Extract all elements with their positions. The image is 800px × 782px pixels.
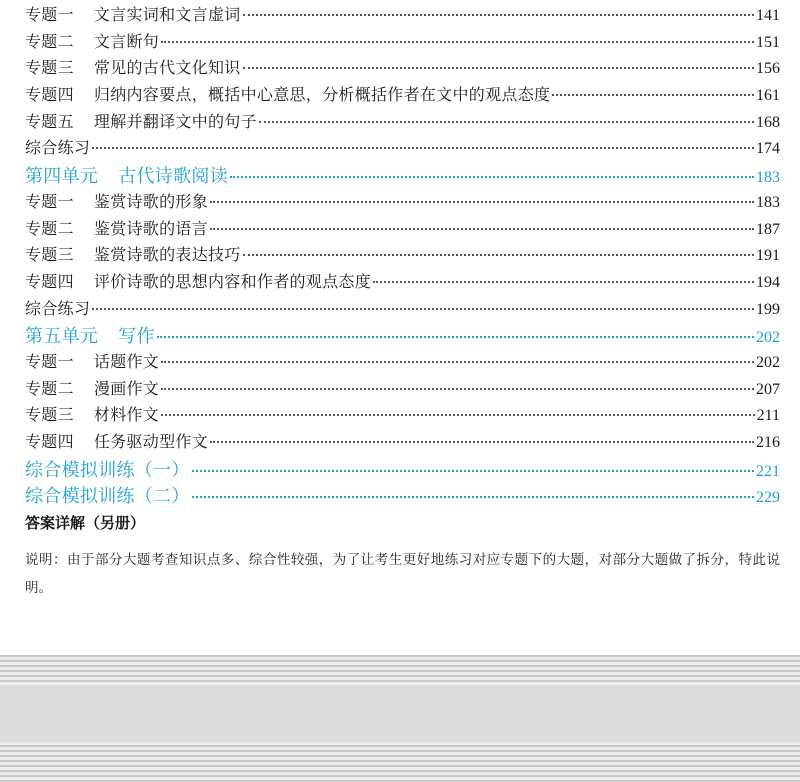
- toc-row[interactable]: [25, 82, 780, 109]
- toc-title: 评价诗歌的思想内容和作者的观点态度: [93, 271, 372, 291]
- toc-label: 专题一: [25, 191, 74, 211]
- toc-title: 综合模拟训练（二）: [25, 486, 190, 508]
- dot-leader: [373, 281, 754, 283]
- toc-label: 专题二: [25, 31, 74, 51]
- toc-page: 187: [756, 220, 780, 238]
- toc-label: 专题五: [25, 111, 74, 131]
- dot-leader: [243, 254, 754, 256]
- dot-leader: [161, 388, 754, 390]
- dot-leader: [92, 308, 754, 310]
- dot-leader: [157, 336, 754, 338]
- toc-page: 229: [756, 489, 780, 507]
- toc-page: 211: [756, 407, 780, 425]
- toc-row[interactable]: [25, 216, 780, 243]
- unit-label: 第五单元: [25, 326, 99, 348]
- dot-leader: [210, 201, 754, 203]
- toc-page: 161: [756, 87, 780, 105]
- toc-page: 216: [756, 434, 780, 451]
- toc-label: 专题一: [25, 5, 74, 24]
- toc-title: 漫画作文: [93, 378, 160, 398]
- dot-leader: [210, 228, 754, 230]
- toc-page: 221: [756, 462, 780, 480]
- toc-title: 材料作文: [93, 405, 160, 425]
- dot-leader: [243, 67, 754, 69]
- unit-title: 古代诗歌阅读: [118, 166, 229, 188]
- toc-mock-row[interactable]: [25, 482, 780, 509]
- toc-page: 207: [756, 380, 780, 398]
- toc-row[interactable]: [25, 189, 780, 216]
- dot-leader: [161, 414, 754, 416]
- note-paragraph: 说明：由于部分大题考查知识点多、综合性较强，为了让考生更好地练习对应专题下的大题，对部分大题做了拆分，特此说明。: [25, 552, 780, 596]
- footer-band: [0, 655, 800, 782]
- dot-leader: [192, 470, 754, 472]
- toc-title: 话题作文: [93, 351, 160, 371]
- toc-label: 专题四: [25, 85, 74, 105]
- toc-title: 综合练习: [25, 298, 91, 318]
- toc-page: 168: [756, 113, 780, 131]
- toc-label: 专题三: [25, 245, 74, 265]
- toc-page: 141: [756, 7, 780, 24]
- footer-stripes-top: [0, 655, 800, 685]
- toc-page: 194: [756, 273, 780, 291]
- toc-row[interactable]: [25, 29, 780, 56]
- toc-label: 专题三: [25, 405, 74, 425]
- toc-row[interactable]: [25, 135, 780, 162]
- toc-row[interactable]: [25, 269, 780, 296]
- toc-page: 202: [756, 329, 780, 347]
- toc-row[interactable]: [25, 109, 780, 136]
- toc-label: 专题三: [25, 58, 74, 78]
- toc-label: 专题二: [25, 378, 74, 398]
- toc-label: 专题一: [25, 351, 74, 371]
- toc-page: 156: [756, 60, 780, 78]
- toc-page: 202: [756, 353, 780, 371]
- toc-title: 常见的古代文化知识: [93, 58, 241, 78]
- toc-unit-row[interactable]: [25, 162, 780, 189]
- dot-leader: [230, 176, 754, 178]
- toc-title: 文言实词和文言虚词: [93, 5, 241, 24]
- toc-page: 183: [756, 193, 780, 211]
- toc-row[interactable]: [25, 376, 780, 403]
- dot-leader: [161, 41, 754, 43]
- toc-row[interactable]: [25, 429, 780, 456]
- dot-leader: [259, 121, 754, 123]
- toc-title: 综合模拟训练（一）: [25, 459, 190, 481]
- toc-mock-row[interactable]: [25, 456, 780, 483]
- toc-title: 归纳内容要点，概括中心意思，分析概括作者在文中的观点态度: [93, 85, 551, 105]
- toc-title: 鉴赏诗歌的表达技巧: [93, 245, 241, 265]
- toc-label: 专题二: [25, 218, 74, 238]
- dot-leader: [552, 94, 754, 96]
- toc-row[interactable]: [25, 349, 780, 376]
- toc-label: 专题四: [25, 432, 74, 451]
- toc-title: 鉴赏诗歌的语言: [93, 218, 209, 238]
- toc-row[interactable]: [25, 296, 780, 323]
- table-of-contents: [25, 2, 780, 509]
- toc-title: 文言断句: [93, 31, 160, 51]
- dot-leader: [243, 14, 754, 16]
- toc-title: 理解并翻译文中的句子: [93, 111, 257, 131]
- toc-title: 任务驱动型作文: [93, 432, 209, 451]
- toc-title: 鉴赏诗歌的形象: [93, 191, 209, 211]
- toc-row[interactable]: [25, 402, 780, 429]
- toc-unit-row[interactable]: [25, 322, 780, 349]
- dot-leader: [161, 361, 754, 363]
- toc-page: 151: [756, 33, 780, 51]
- dot-leader: [210, 441, 754, 443]
- toc-row[interactable]: [25, 2, 780, 29]
- dot-leader: [192, 496, 754, 498]
- toc-row[interactable]: [25, 55, 780, 82]
- unit-title: 写作: [118, 326, 155, 348]
- toc-page: 183: [756, 169, 780, 187]
- unit-label: 第四单元: [25, 166, 99, 188]
- toc-label: 专题四: [25, 271, 74, 291]
- toc-row[interactable]: [25, 242, 780, 269]
- toc-page: 174: [756, 140, 780, 158]
- toc-page: 191: [756, 247, 780, 265]
- footer-stripes-bottom: [0, 742, 800, 782]
- toc-title: 综合练习: [25, 138, 91, 158]
- answer-heading: 答案详解（另册）: [25, 514, 146, 532]
- dot-leader: [92, 147, 754, 149]
- toc-page: 199: [756, 300, 780, 318]
